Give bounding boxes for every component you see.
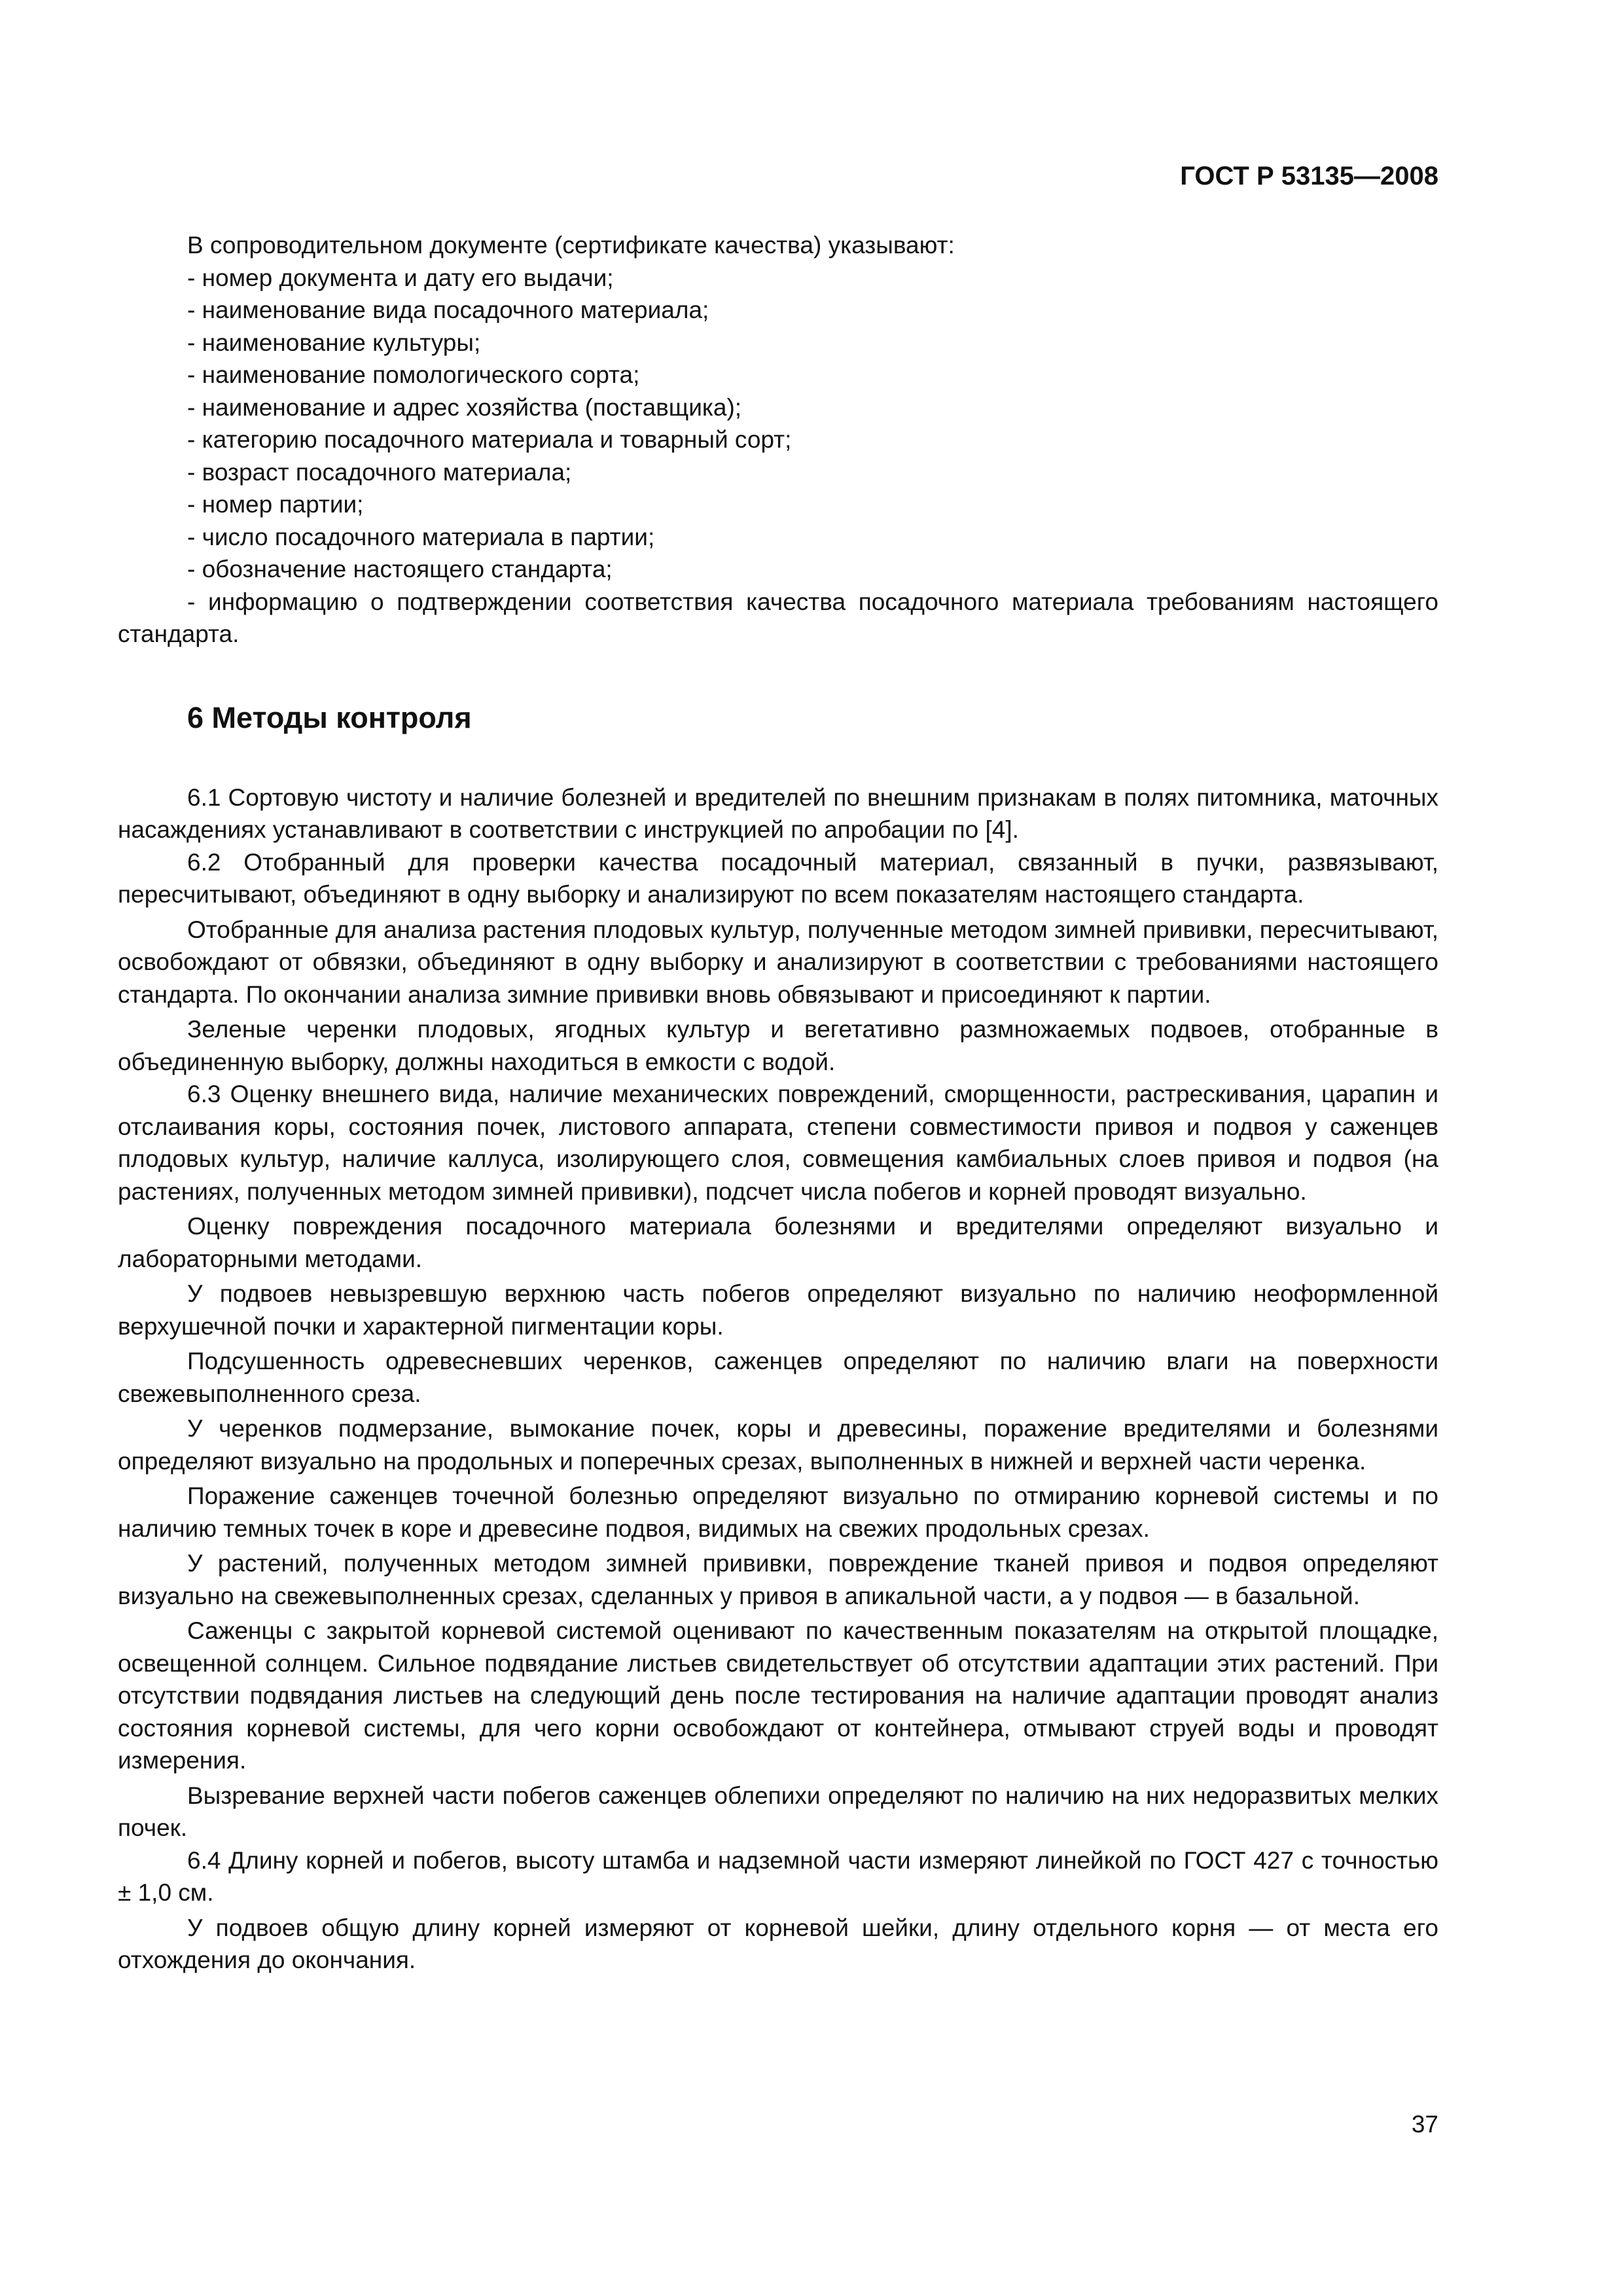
paragraph: У подвоев общую длину корней измеряют от корневой шейки, длину отдельного корня — от места его отхождения до окончания. xyxy=(118,1914,1438,1973)
list-item: - наименование вида посадочного материала; xyxy=(118,294,1438,327)
document-body xyxy=(118,229,1438,1977)
paragraph: Подсушенность одревесневших черенков, саженцев определяют по наличию влаги на поверхности свежевыполненного среза. xyxy=(118,1348,1438,1407)
paragraph: У растений, полученных методом зимней прививки, повреждение тканей привоя и подвоя определяют визуально на свежевыполненных срезах, сделанных у привоя в апикальной части, а у подвоя — в базальной. xyxy=(118,1550,1438,1609)
paragraph: Вызревание верхней части побегов саженцев облепихи определяют по наличию на них недоразвитых мелких почек. xyxy=(118,1782,1438,1841)
list-item: - номер партии; xyxy=(118,488,1438,521)
paragraph: Зеленые черенки плодовых, ягодных культур и вегетативно размножаемых подвоев, отобранные в объединенную выборку, должны находиться в емкости с водой. xyxy=(118,1016,1438,1075)
list-item: - информацию о подтверждении соответствия качества посадочного материала требованиям настоящего стандарта. xyxy=(118,586,1438,651)
list-item: - наименование помологического сорта; xyxy=(118,359,1438,391)
list-item: - наименование культуры; xyxy=(118,327,1438,359)
paragraph: У подвоев невызревшую верхнюю часть побегов определяют визуально по наличию неоформленной верхушечной почки и характерной пигментации коры. xyxy=(118,1280,1438,1340)
page-number: 37 xyxy=(1411,2111,1438,2138)
list-item: - возраст посадочного материала; xyxy=(118,456,1438,489)
list-item: - наименование и адрес хозяйства (поставщика); xyxy=(118,391,1438,424)
list-item: - категорию посадочного материала и товарный сорт; xyxy=(118,423,1438,456)
paragraph: Оценку повреждения посадочного материала болезнями и вредителями определяют визуально и лабораторными методами. xyxy=(118,1213,1438,1272)
list-item: - обозначение настоящего стандарта; xyxy=(118,553,1438,586)
section-heading: 6 Методы контроля xyxy=(187,700,472,734)
paragraph: У черенков подмерзание, вымокание почек, коры и древесины, поражение вредителями и болезнями определяют визуально на продольных и поперечных срезах, выполненных в нижней и верхней части черенка. xyxy=(118,1415,1438,1475)
paragraph: 6.1 Сортовую чистоту и наличие болезней и вредителей по внешним признакам в полях питомника, маточных насаждениях устанавливают в соответствии с инструкцией по апробации по [4]. xyxy=(118,783,1438,843)
document-page xyxy=(118,0,1438,2296)
paragraph: Саженцы с закрытой корневой системой оценивают по качественным показателям на открытой площадке, освещенной солнцем. Сильное подвядание листьев свидетельствует об отсутствии адаптации этих растений. При отсутствии подвядания листьев на следующий день после тестирования на наличие адаптации проводят анализ состояния корневой системы, для чего корни освобождают от контейнера, отмывают струей воды и проводят измерения. xyxy=(118,1617,1438,1774)
list-item: - номер документа и дату его выдачи; xyxy=(118,262,1438,295)
paragraph: 6.2 Отобранный для проверки качества посадочный материал, связанный в пучки, развязывают, пересчитывают, объединяют в одну выборку и анализируют по всем показателям настоящего стандарта. xyxy=(118,848,1438,908)
paragraph: 6.3 Оценку внешнего вида, наличие механических повреждений, сморщенности, растрескивания, царапин и отслаивания коры, состояния почек, листового аппарата, степени совместимости привоя и подвоя у саженцев плодовых культур, наличие каллуса, изолирующего слоя, совмещения камбиальных слоев привоя и подвоя (на растениях, полученных методом зимней прививки), подсчет числа побегов и корней проводят визуально. xyxy=(118,1081,1438,1205)
paragraph: Отобранные для анализа растения плодовых культур, полученные методом зимней прививки, пересчитывают, освобождают от обвязки, объединяют в одну выборку и анализируют в соответствии с требованиями настоящего стандарта. По окончании анализа зимние прививки вновь обвязывают и присоединяют к партии. xyxy=(118,916,1438,1008)
paragraph: 6.4 Длину корней и побегов, высоту штамба и надземной части измеряют линейкой по ГОСТ 427 с точностью ± 1,0 см. xyxy=(118,1846,1438,1906)
document-code-header: ГОСТ Р 53135—2008 xyxy=(1180,162,1438,190)
paragraph: Поражение саженцев точечной болезнью определяют визуально по отмиранию корневой системы и по наличию темных точек в коре и древесине подвоя, видимых на свежих продольных срезах. xyxy=(118,1482,1438,1542)
list-intro: В сопроводительном документе (сертификате качества) указывают: xyxy=(187,232,955,259)
certificate-items-list xyxy=(118,262,1438,651)
list-item: - число посадочного материала в партии; xyxy=(118,521,1438,554)
